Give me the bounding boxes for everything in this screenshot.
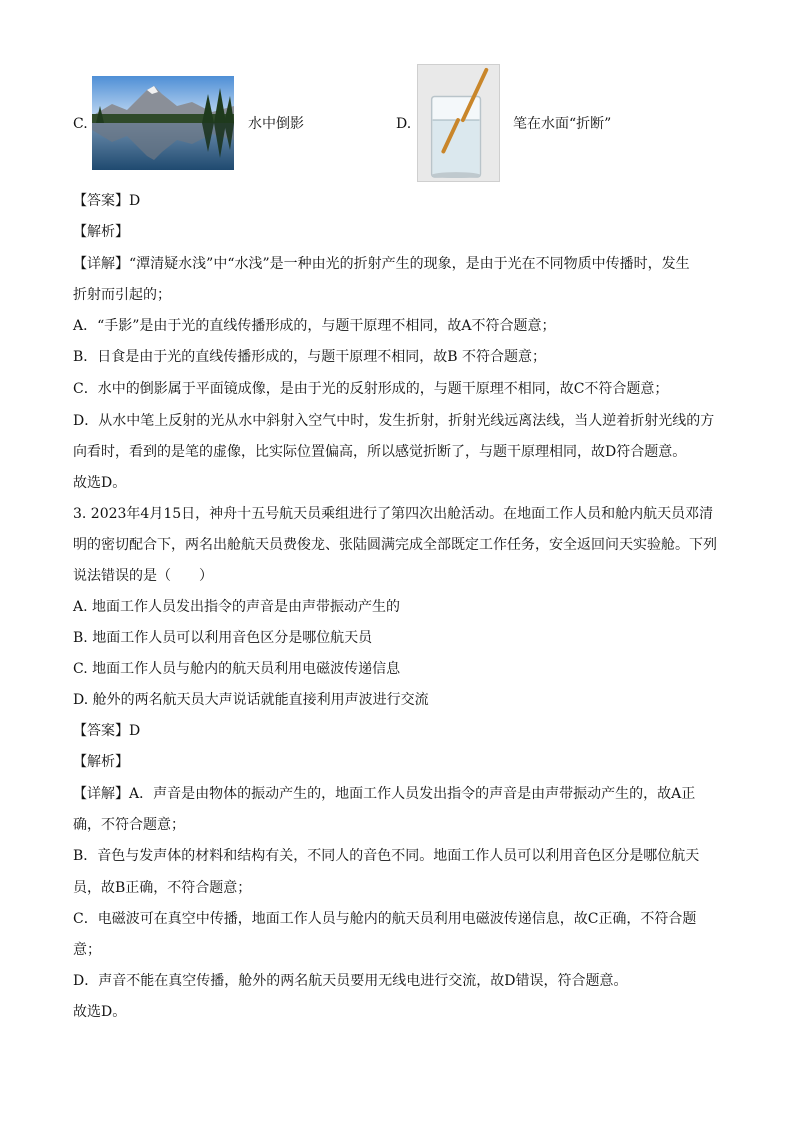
q2-detail-line: 折射而引起的；	[73, 287, 171, 303]
q3-analysis-heading: 【解析】	[73, 754, 129, 770]
q3-option-c: C. 地面工作人员与舱内的航天员利用电磁波传递信息	[73, 661, 401, 677]
q3-answer: 【答案】D	[73, 723, 141, 739]
q2-detail-line: 向看时，看到的是笔的虚像，比实际位置偏高，所以感觉折断了，与题干原理相同，故D符合题意。	[73, 444, 687, 460]
q2-conclusion: 故选D。	[73, 475, 127, 491]
q3-stem-line: 明的密切配合下，两名出舱航天员费俊龙、张陆圆满完成全部既定工作任务，安全返回问天实验舱。下列	[73, 537, 717, 553]
option-d-text: 笔在水面“折断”	[513, 116, 612, 132]
q2-detail-line: 【详解】“潭清疑水浅”中“水浅”是一种由光的折射产生的现象，是由于光在不同物质中传播时，发生	[73, 256, 690, 272]
q3-stem-line: 3. 2023年4月15日，神舟十五号航天员乘组进行了第四次出舱活动。在地面工作人员和舱内航天员邓清	[73, 506, 714, 522]
q2-detail-line: A．“手影”是由于光的直线传播形成的，与题干原理不相同，故A不符合题意；	[73, 318, 556, 334]
q3-detail-line: 确，不符合题意；	[73, 817, 185, 833]
q2-analysis-heading: 【解析】	[73, 224, 129, 240]
q2-answer: 【答案】D	[73, 193, 141, 209]
lake-reflection-image	[92, 76, 234, 170]
q3-option-d: D. 舱外的两名航天员大声说话就能直接利用声波进行交流	[73, 692, 429, 708]
q3-conclusion: 故选D。	[73, 1004, 127, 1020]
q2-detail-line: B．日食是由于光的直线传播形成的，与题干原理不相同，故B 不符合题意；	[73, 349, 547, 365]
q2-detail-line: C．水中的倒影属于平面镜成像，是由于光的反射形成的，与题干原理不相同，故C不符合题意；	[73, 381, 669, 397]
q3-detail-line: D．声音不能在真空传播，舱外的两名航天员要用无线电进行交流，故D错误，符合题意。	[73, 973, 628, 989]
q3-detail-line: 意；	[73, 942, 101, 958]
q3-stem-line: 说法错误的是（ ）	[73, 568, 213, 584]
pencil-in-water-image	[417, 64, 500, 182]
q2-detail-line: D．从水中笔上反射的光从水中斜射入空气中时，发生折射，折射光线远离法线，当人逆着折射光线的方	[73, 413, 715, 429]
q3-detail-line: 员，故B正确，不符合题意；	[73, 880, 252, 896]
q3-detail-line: B．音色与发声体的材料和结构有关，不同人的音色不同。地面工作人员可以利用音色区分是哪位航天	[73, 848, 700, 864]
option-d-label: D.	[396, 116, 412, 132]
option-c-text: 水中倒影	[248, 116, 304, 132]
q3-option-b: B. 地面工作人员可以利用音色区分是哪位航天员	[73, 630, 373, 646]
q3-detail-line: C．电磁波可在真空中传播，地面工作人员与舱内的航天员利用电磁波传递信息，故C正确，不符合题	[73, 911, 697, 927]
q3-detail-line: 【详解】A．声音是由物体的振动产生的，地面工作人员发出指令的声音是由声带振动产生的，故A正	[73, 786, 696, 802]
q3-option-a: A. 地面工作人员发出指令的声音是由声带振动产生的	[73, 599, 401, 615]
option-c-label: C.	[73, 116, 88, 132]
